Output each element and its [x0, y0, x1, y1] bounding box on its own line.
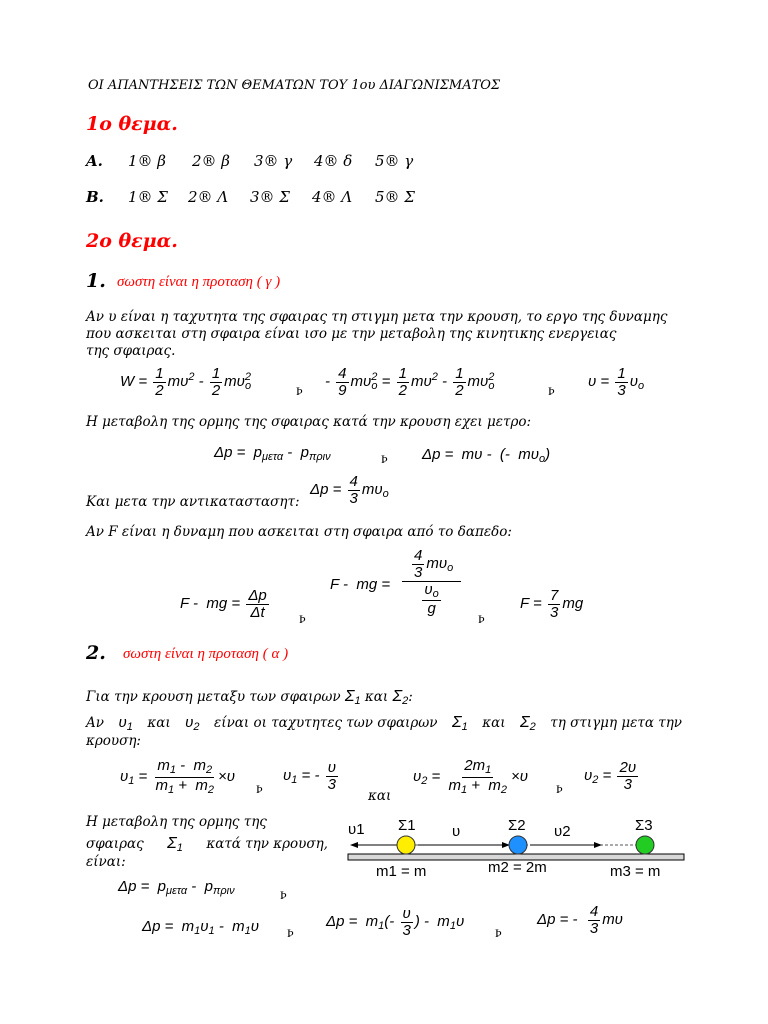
label-sigma1: Σ1	[398, 817, 416, 834]
row-a-label: A.	[86, 152, 103, 170]
document-title: ΟΙ ΑΠΑΝΤΗΣΕΙΣ ΤΩΝ ΘΕΜΑΤΩΝ ΤΟΥ 1ου ΔΙΑΓΩΝΙΣΜΑΤΟΣ	[88, 78, 501, 93]
answer-b3: 3® Σ	[250, 188, 290, 206]
q2-and-3: και	[368, 788, 392, 804]
implies-symbol: Þ	[287, 926, 294, 940]
q2-during-collision: κατά την κρουση,	[206, 836, 328, 852]
answer-a2: 2® β	[192, 152, 230, 170]
q2-sphere-text: σφαιρας	[86, 836, 144, 852]
answer-b2: 2® Λ	[188, 188, 229, 206]
q2-sphere-line: σφαιρας $\Sigma_1$ κατά την κρουση,	[86, 835, 328, 854]
sphere-2	[509, 836, 527, 854]
equation-force-result: F = $\frac{7}{3}$ mg	[520, 587, 584, 621]
q1-force-text: Αν F είναι η δυναμη που ασκειται στη σφαιρα από το δαπεδο:	[86, 524, 512, 540]
implies-symbol: Þ	[280, 888, 287, 902]
theme1-row-a	[86, 152, 103, 170]
q2-intro-and: και	[364, 689, 389, 705]
equation-v2-formula: $\upsilon_2$ = $\frac{2m_1}{m_1 + m_2}$ ×υ	[413, 757, 529, 796]
q1-substitution-text: Και μετα την αντικαταστασητ:	[86, 494, 300, 510]
arrow-v1-head	[350, 842, 358, 848]
implies-symbol: Þ	[478, 612, 485, 626]
equation-delta-p1-def: $\Delta p = p_{\mu\varepsilon\tau\alpha} - p_{\pi\rho\iota\nu}$	[118, 878, 235, 897]
q2-collision-text: κρουση:	[86, 733, 141, 749]
implies-symbol: Þ	[556, 782, 563, 796]
q2-intro-text: Για την κρουση μεταξυ των σφαιρων	[86, 689, 341, 705]
sphere-1	[397, 836, 415, 854]
answer-b4: 4® Λ	[312, 188, 353, 206]
equation-delta-p-def: $\Delta p = p_{\mu\varepsilon\tau\alpha} - p_{\pi\rho\iota\nu}$	[214, 444, 331, 463]
q2-answer: σωστη είναι η προταση ( α )	[123, 646, 289, 662]
q1-number: 1.	[86, 270, 106, 292]
q2-and-2: και	[482, 715, 506, 731]
equation-work-energy: W = $\frac{1}{2}$ $m\upsilon^2$ - $\frac{1}{2}$ $m\upsilon^2_o$	[120, 365, 252, 399]
answer-a5: 5® γ	[375, 152, 414, 170]
equation-v1-formula: $\upsilon_1$ = $\frac{m_1 - m_2}{m_1 + m_2}$ ×υ	[120, 757, 236, 796]
equation-work-substituted: - $\frac{4}{9}$ $m\upsilon^2_o$ = $\frac{1}{2}$ $m\upsilon^2$ - $\frac{1}{2}$ $m\upsilon^2_o$	[325, 365, 495, 399]
q2-if: Αν	[86, 715, 104, 731]
implies-symbol: Þ	[256, 782, 263, 796]
label-sigma2: Σ2	[508, 817, 526, 834]
answer-b5: 5® Σ	[375, 188, 415, 206]
theme1-heading: 1ο θεμα.	[86, 113, 178, 135]
arrow-v2-head	[594, 842, 602, 848]
equation-delta-p-result: Δp = $\frac{4}{3}$ $m\upsilon_o$	[310, 473, 389, 507]
label-sigma3: Σ3	[635, 817, 653, 834]
mass-3-label: m3 = m	[610, 863, 661, 880]
q1-paragraph-line3: της σφαιρας.	[86, 343, 176, 359]
equation-v-result: υ = $\frac{1}{3}$ $\upsilon_o$	[588, 365, 645, 399]
label-v: υ	[452, 823, 461, 840]
equation-force-lhs: F - mg =	[330, 576, 391, 593]
implies-symbol: Þ	[296, 384, 303, 398]
q1-momentum-text: Η μεταβολη της ορμης της σφαιρας κατά την κρουση εχει μετρο:	[86, 414, 532, 430]
q2-velocities-line: Αν $\upsilon_1$ και $\upsilon_2$ είναι οι ταχυτητες των σφαιρων $\Sigma_1$ και $\Sigma_2$ τη στιγμη μετα την	[86, 714, 682, 733]
q2-velocities-text: είναι οι ταχυτητες των σφαιρων	[214, 715, 438, 731]
q2-is-text: είναι:	[86, 854, 126, 870]
implies-symbol: Þ	[548, 384, 555, 398]
q1-answer: σωστη είναι η προταση ( γ )	[117, 274, 281, 290]
answer-a1: 1® β	[128, 152, 166, 170]
implies-symbol: Þ	[299, 612, 306, 626]
mass-2-label: m2 = 2m	[488, 859, 547, 876]
q1-paragraph-line1: Αν υ είναι η ταχυτητα της σφαιρας τη στιγμη μετα την κρουση, το εργο της δυναμης	[86, 309, 668, 325]
equation-delta-p1-values: $\Delta p = m_1\upsilon_1 - m_1\upsilon$	[142, 918, 260, 937]
q2-intro-line: Για την κρουση μεταξυ των σφαιρων $\Sigma_1$ και $\Sigma_2$:	[86, 688, 413, 707]
row-b-label: B.	[86, 188, 104, 206]
equation-v2-result: $\upsilon_2$ = $\frac{2\upsilon}{3}$	[584, 759, 637, 793]
implies-symbol: Þ	[381, 452, 388, 466]
q2-number: 2.	[86, 642, 106, 664]
collision-figure	[340, 812, 690, 882]
equation-delta-p1-result: Δp = - $\frac{4}{3}$ mυ	[537, 903, 623, 937]
q2-and-1: και	[147, 715, 171, 731]
q1-paragraph-line2: που ασκειται στη σφαιρα είναι ισο με την μεταβολη της κινητικης ενεργειας	[86, 326, 617, 342]
equation-force-fraction: $\frac{4}{3}$ $m\upsilon_o$ $\frac{\upsilon_o}{g}$	[400, 548, 463, 617]
answer-a4: 4® δ	[314, 152, 353, 170]
implies-symbol: Þ	[495, 926, 502, 940]
sphere-3	[636, 836, 654, 854]
mass-1-label: m1 = m	[376, 863, 427, 880]
equation-force-def: F - mg = $\frac{\Delta p}{\Delta t}$	[180, 587, 267, 621]
q2-momentum-change-text: Η μεταβολη της ορμης της	[86, 814, 267, 830]
q2-moment-text: τη στιγμη μετα την	[550, 715, 682, 731]
answer-a3: 3® γ	[254, 152, 293, 170]
equation-delta-p1-substituted: $\Delta p = m_1(-$ $\frac{\upsilon}{3}$ ) - $m_1\upsilon$	[326, 905, 465, 939]
equation-delta-p-values: Δp = mυ - (- $m\upsilon_o$)	[422, 446, 551, 465]
label-v2: υ2	[554, 823, 571, 840]
equation-v1-result: $\upsilon_1$ = - $\frac{\upsilon}{3}$	[283, 759, 336, 793]
theme2-heading: 2ο θεμα.	[86, 230, 178, 252]
q2-momentum-change-line	[86, 814, 328, 830]
answer-b1: 1® Σ	[128, 188, 168, 206]
label-v1: υ1	[348, 821, 365, 838]
